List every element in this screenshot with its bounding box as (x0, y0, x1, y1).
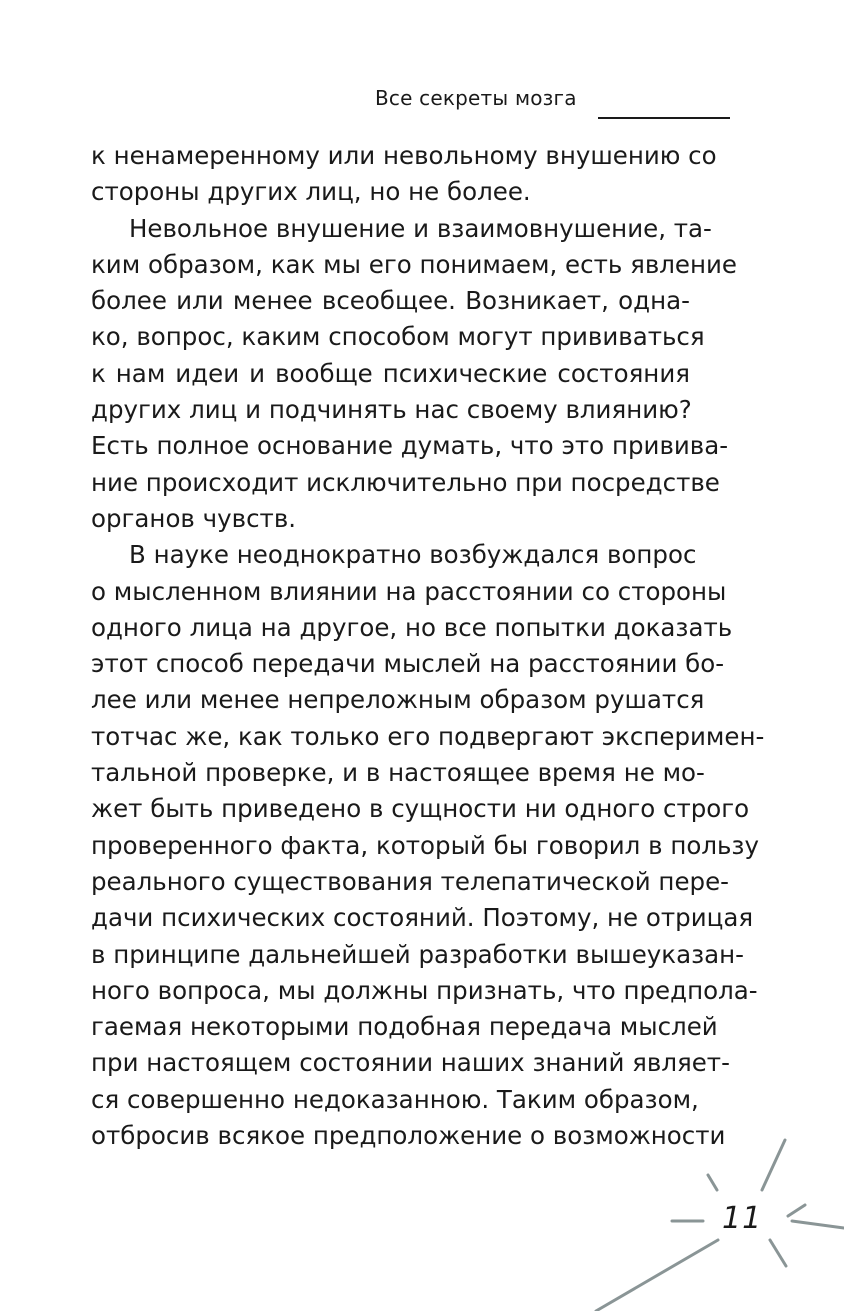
page-number: 11 (722, 1201, 763, 1236)
text-line: этот способ передачи мыслей на расстоянии бо- (91, 649, 725, 679)
running-header: Все секреты мозга (375, 86, 577, 110)
text-line: более или менее всеобщее. Возникает, одна- (91, 286, 690, 316)
text-line: дачи психических состояний. Поэтому, не отрицая (91, 903, 754, 933)
text-line: тотчас же, как только его подвергают эксперимен- (91, 721, 765, 751)
text-line: ко, вопрос, каким способом могут прививаться (91, 322, 705, 352)
text-line: реального существования телепатической пере- (91, 866, 729, 896)
burst-ray (788, 1205, 805, 1216)
burst-ray (596, 1240, 718, 1311)
text-line: стороны других лиц, но не более. (91, 177, 531, 207)
text-line: к ненамеренному или невольному внушению со (91, 141, 717, 170)
text-line: В науке неоднократно возбуждался вопрос (129, 540, 697, 570)
text-line: в принципе дальнейшей разработки вышеуказан- (91, 939, 745, 969)
text-line: гаемая некоторыми подобная передача мыслей (91, 1012, 718, 1042)
text-line: ся совершенно недоказанною. Таким образом, (91, 1084, 699, 1114)
text-line: органов чувств. (91, 503, 297, 533)
text-line: ким образом, как мы его понимаем, есть явление (91, 249, 738, 279)
burst-ray (708, 1175, 717, 1190)
text-line: к нам идеи и вообще психические состояния (91, 358, 690, 388)
text-line: о мысленном влиянии на расстоянии со стороны (91, 576, 727, 606)
burst-ray (762, 1140, 785, 1190)
text-line: лее или менее непреложным образом рушатся (91, 685, 705, 715)
text-line: отбросив всякое предположение о возможности (91, 1121, 726, 1151)
burst-ray (792, 1221, 844, 1228)
text-line: ние происходит исключительно при посредстве (91, 467, 720, 497)
text-line: тальной проверке, и в настоящее время не мо- (91, 758, 705, 788)
burst-ray (770, 1240, 786, 1266)
text-line: проверенного факта, который бы говорил в пользу (91, 830, 759, 860)
text-line: ного вопроса, мы должны признать, что предпола- (91, 975, 758, 1005)
text-line: Есть полное основание думать, что это привива- (91, 431, 729, 461)
text-line: жет быть приведено в сущности ни одного строго (91, 794, 750, 824)
text-line: других лиц и подчинять нас своему влиянию? (91, 395, 692, 425)
text-line: одного лица на другое, но все попытки доказать (91, 612, 733, 642)
text-line: Невольное внушение и взаимовнушение, та- (129, 213, 712, 243)
text-line: при настоящем состоянии наших знаний являет- (91, 1048, 730, 1078)
